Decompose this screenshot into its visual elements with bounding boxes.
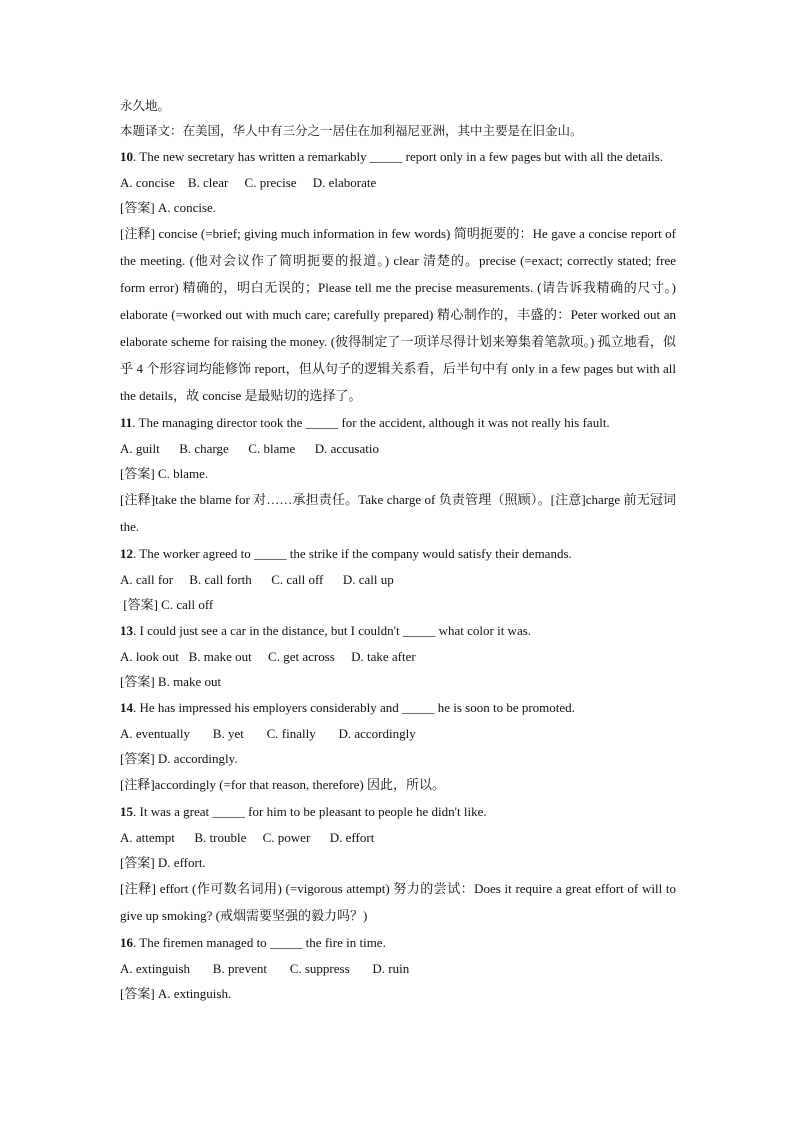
question-number: 14 bbox=[120, 700, 133, 715]
question-number: 12 bbox=[120, 546, 133, 561]
question-text: . The firemen managed to _____ the fire in time. bbox=[133, 935, 386, 950]
question-text: . He has impressed his employers considerably and _____ he is soon to be promoted. bbox=[133, 700, 575, 715]
answer-key: [答案] A. concise. bbox=[120, 200, 217, 215]
answer-key: [答案] C. call off bbox=[120, 597, 214, 612]
question-stem bbox=[120, 929, 676, 956]
question-list bbox=[120, 143, 676, 1006]
question-number: 11 bbox=[120, 415, 133, 430]
question-block bbox=[120, 929, 676, 1006]
question-text: . The managing director took the _____ for the accident, although it was not really his fault. bbox=[132, 415, 610, 430]
document-body bbox=[120, 93, 676, 1006]
answer-note: [注释] concise (=brief; giving much information in few words) 简明扼要的：He gave a concise report of the meeting. (他对会议作了简明扼要的报道。) clear 清楚的。precise (=exact; correctly stated; free form error) 精确的，明白无误的；Please tell me the precise measurements. (请告诉我精确的尺寸。) elaborate (=worked out with much care; carefully prepared) 精心制作的，丰盛的：Peter worked out an elaborate scheme for raising the money. (彼得制定了一项详尽得计划来筹集着笔款项。) 孤立地看，似乎 4 个形容词均能修饰 report，但从句子的逻辑关系看，后半句中有 only in a few pages but with all the details，故 concise 是最贴切的选择了。 bbox=[120, 226, 676, 403]
question-number: 15 bbox=[120, 804, 133, 819]
answer-note: [注释]take the blame for 对……承担责任。Take charge of 负责管理（照顾）。[注意]charge 前无冠词 the. bbox=[120, 492, 676, 534]
answer-key: [答案] A. extinguish. bbox=[120, 986, 232, 1001]
answer-options: A. attempt B. trouble C. power D. effort bbox=[120, 830, 375, 845]
question-stem bbox=[120, 617, 676, 644]
question-block bbox=[120, 798, 676, 929]
answer-key: [答案] C. blame. bbox=[120, 466, 209, 481]
question-block bbox=[120, 409, 676, 540]
intro-translation: 本题译文：在美国，华人中有三分之一居住在加利福尼亚洲，其中主要是在旧金山。 bbox=[120, 123, 583, 138]
answer-options: A. concise B. clear C. precise D. elaborate bbox=[120, 175, 377, 190]
question-stem bbox=[120, 694, 676, 721]
answer-options: A. call for B. call forth C. call off D. call up bbox=[120, 572, 394, 587]
answer-note: [注释]accordingly (=for that reason, therefore) 因此，所以。 bbox=[120, 777, 446, 792]
question-stem bbox=[120, 409, 676, 436]
question-text: . The new secretary has written a remarkably _____ report only in a few pages but with all the details. bbox=[133, 149, 664, 164]
answer-options: A. eventually B. yet C. finally D. accordingly bbox=[120, 726, 416, 741]
answer-key: [答案] D. effort. bbox=[120, 855, 206, 870]
intro-line-1: 永久地。 bbox=[120, 98, 171, 113]
question-block bbox=[120, 540, 676, 617]
question-number: 13 bbox=[120, 623, 133, 638]
answer-key: [答案] B. make out bbox=[120, 674, 222, 689]
question-number: 16 bbox=[120, 935, 133, 950]
answer-options: A. extinguish B. prevent C. suppress D. ruin bbox=[120, 961, 410, 976]
answer-options: A. guilt B. charge C. blame D. accusatio bbox=[120, 441, 379, 456]
answer-note: [注释] effort (作可数名词用) (=vigorous attempt) 努力的尝试：Does it require a great effort of will to give up smoking? (戒烟需要坚强的毅力吗？) bbox=[120, 881, 676, 923]
question-block bbox=[120, 694, 676, 798]
question-block bbox=[120, 143, 676, 409]
answer-key: [答案] D. accordingly. bbox=[120, 751, 238, 766]
answer-options: A. look out B. make out C. get across D. take after bbox=[120, 649, 416, 664]
question-stem bbox=[120, 143, 676, 170]
question-block bbox=[120, 617, 676, 694]
question-text: . I could just see a car in the distance, but I couldn't _____ what color it was. bbox=[133, 623, 532, 638]
question-text: . The worker agreed to _____ the strike if the company would satisfy their demands. bbox=[133, 546, 572, 561]
question-stem bbox=[120, 798, 676, 825]
question-number: 10 bbox=[120, 149, 133, 164]
question-text: . It was a great _____ for him to be pleasant to people he didn't like. bbox=[133, 804, 487, 819]
question-stem bbox=[120, 540, 676, 567]
